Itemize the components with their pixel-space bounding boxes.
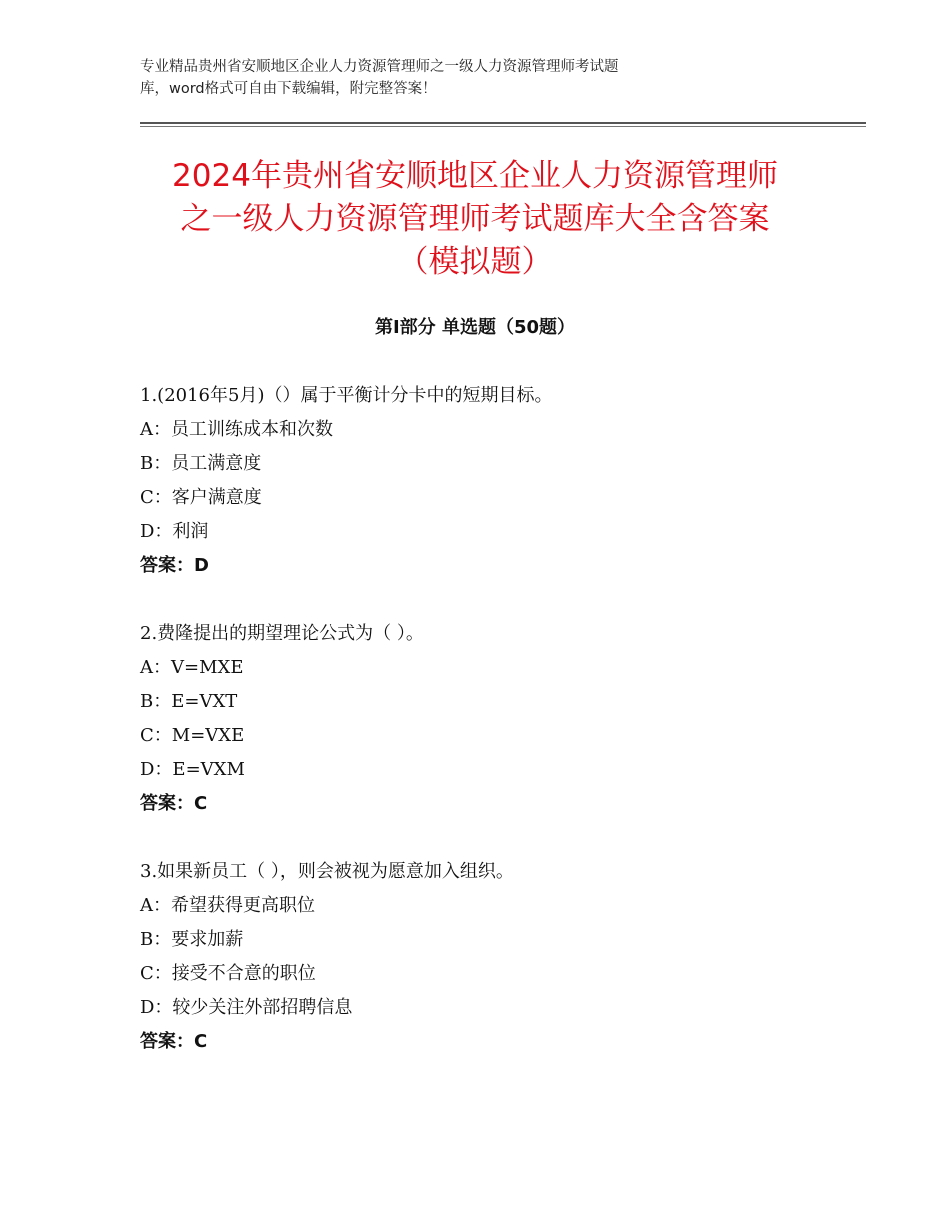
- header-note-line-1: 专业精品贵州省安顺地区企业人力资源管理师之一级人力资源管理师考试题: [140, 59, 619, 75]
- option-c: C：M=VXE: [140, 725, 245, 746]
- question-stem: 1.(2016年5月)（）属于平衡计分卡中的短期目标。: [140, 385, 553, 406]
- question-1: [140, 379, 840, 583]
- answer: 答案：D: [140, 555, 209, 576]
- option-c: C：客户满意度: [140, 487, 262, 508]
- document-title-line-1: 2024年贵州省安顺地区企业人力资源管理师: [172, 158, 778, 194]
- document-title-line-2: 之一级人力资源管理师考试题库大全含答案: [180, 201, 770, 237]
- option-c: C：接受不合意的职位: [140, 963, 316, 984]
- answer: 答案：C: [140, 1031, 208, 1052]
- header-note-line-2: 库，word格式可自由下载编辑，附完整答案！: [140, 81, 437, 97]
- option-d: D：E=VXM: [140, 759, 245, 780]
- header-divider-thin: [140, 126, 866, 127]
- question-stem: 3.如果新员工（ ），则会被视为愿意加入组织。: [140, 861, 514, 882]
- section-title: 第Ⅰ部分 单选题（50题）: [374, 317, 575, 338]
- answer: 答案：C: [140, 793, 208, 814]
- question-stem: 2.费隆提出的期望理论公式为（ ）。: [140, 623, 424, 644]
- question-2: [140, 617, 840, 821]
- option-b: B：要求加薪: [140, 929, 244, 950]
- option-d: D：较少关注外部招聘信息: [140, 997, 353, 1018]
- option-d: D：利润: [140, 521, 209, 542]
- option-a: A：V=MXE: [140, 657, 244, 678]
- document-title-line-3: （模拟题）: [397, 244, 553, 280]
- question-list: [140, 379, 840, 1093]
- option-b: B：E=VXT: [140, 691, 238, 712]
- header-divider-thick: [140, 122, 866, 124]
- document-title: [120, 155, 830, 284]
- question-3: [140, 855, 840, 1059]
- option-b: B：员工满意度: [140, 453, 262, 474]
- option-a: A：员工训练成本和次数: [140, 419, 333, 440]
- option-a: A：希望获得更高职位: [140, 895, 315, 916]
- header-note: [140, 56, 780, 100]
